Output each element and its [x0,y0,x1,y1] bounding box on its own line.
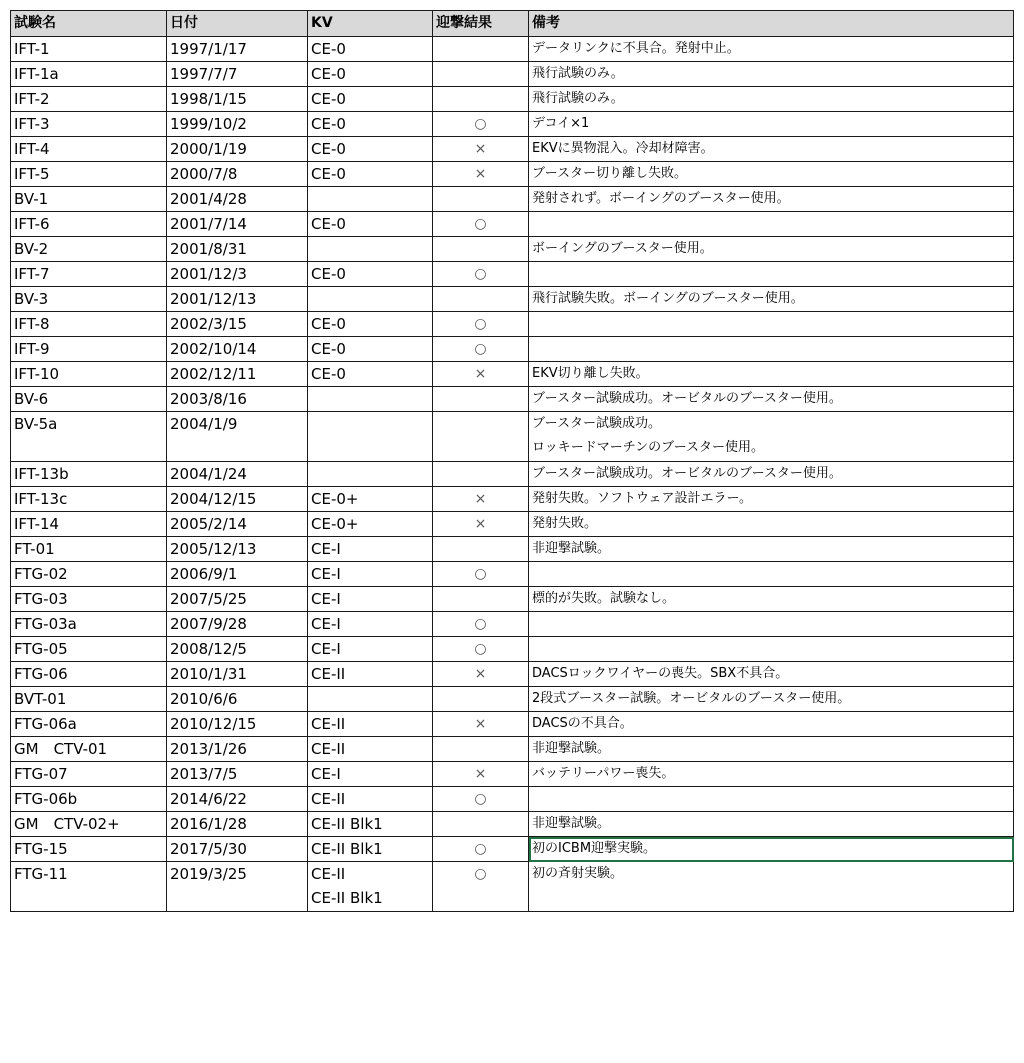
cell-kv[interactable] [308,62,433,87]
cell-intercept-result[interactable] [433,687,529,712]
cell-kv[interactable] [308,462,433,487]
cell-kv-line: CE-I [311,765,341,783]
cell-test-name[interactable]: IFT-5 [11,162,167,187]
cell-kv[interactable] [308,187,433,212]
cell-test-name[interactable]: GM CTV-02+ [11,812,167,837]
cell-remarks-line: バッテリーパワー喪失。 [532,766,675,781]
cell-remarks-line: 初のICBM迎撃実験。 [532,841,657,856]
cell-kv-line: CE-II Blk1 [311,889,383,907]
cell-test-name[interactable]: FTG-06b [11,787,167,812]
cell-date[interactable]: 2002/10/14 [167,337,308,362]
cell-remarks-line: 非迎撃試験。 [532,541,611,556]
cell-intercept-result[interactable] [433,62,529,87]
cell-kv[interactable] [308,562,433,587]
cell-test-name[interactable]: FT-01 [11,537,167,562]
cell-remarks[interactable] [529,812,1014,837]
cell-remarks-line [532,562,1013,586]
cell-remarks-line: 初の斉射実験。 [532,866,624,881]
table-row [11,112,1014,137]
cell-kv-line: CE-0 [311,215,346,233]
cell-date[interactable]: 2010/1/31 [167,662,308,687]
cell-kv-line: CE-0+ [311,515,359,533]
cell-kv[interactable] [308,387,433,412]
cell-intercept-result[interactable] [433,462,529,487]
cell-test-name[interactable]: IFT-13c [11,487,167,512]
cell-date[interactable]: 2013/7/5 [167,762,308,787]
cell-remarks-line [532,787,1013,811]
table-row [11,137,1014,162]
table-row [11,687,1014,712]
cell-intercept-result[interactable] [433,237,529,262]
cell-remarks[interactable] [529,387,1014,412]
cell-remarks[interactable] [529,687,1014,712]
cell-remarks-line: ロッキードマーチンのブースター使用。 [532,440,765,455]
cell-kv-line: CE-I [311,615,341,633]
cell-kv-line: CE-0 [311,365,346,383]
cell-kv-line: CE-II Blk1 [311,815,383,833]
cell-kv-line: CE-II Blk1 [311,840,383,858]
cell-date[interactable]: 2001/12/3 [167,262,308,287]
header-kv[interactable]: KV [308,11,433,37]
cell-kv-line: CE-0 [311,40,346,58]
table-row [11,537,1014,562]
cell-remarks[interactable] [529,462,1014,487]
cell-intercept-result[interactable]: ○ [433,212,529,237]
cell-kv-line: CE-II [311,865,346,883]
cell-kv-line [311,462,432,486]
cell-kv[interactable] [308,837,433,862]
cell-date[interactable]: 2008/12/5 [167,637,308,662]
table-row [11,312,1014,337]
cell-remarks-line: 非迎撃試験。 [532,741,611,756]
cell-date[interactable]: 2001/4/28 [167,187,308,212]
cell-remarks[interactable] [529,537,1014,562]
cell-remarks[interactable] [529,662,1014,687]
cell-remarks-line [532,337,1013,361]
cell-remarks[interactable] [529,337,1014,362]
cell-test-name[interactable]: IFT-9 [11,337,167,362]
cell-date[interactable]: 2006/9/1 [167,562,308,587]
cell-remarks[interactable] [529,362,1014,387]
table-row [11,362,1014,387]
table-row [11,462,1014,487]
cell-intercept-result[interactable]: × [433,362,529,387]
cell-kv[interactable] [308,412,433,462]
cell-date[interactable]: 2019/3/25 [167,862,308,912]
cell-remarks-line: ブースター試験成功。オービタルのブースター使用。 [532,466,842,481]
table-row [11,862,1014,912]
cell-remarks[interactable] [529,762,1014,787]
cell-date[interactable]: 2005/12/13 [167,537,308,562]
table-row [11,587,1014,612]
table-row [11,212,1014,237]
table-row [11,337,1014,362]
cell-test-name[interactable]: FTG-02 [11,562,167,587]
table-row [11,287,1014,312]
cell-remarks-line: 非迎撃試験。 [532,816,611,831]
cell-remarks[interactable] [529,237,1014,262]
cell-kv[interactable] [308,312,433,337]
cell-intercept-result[interactable]: × [433,162,529,187]
cell-kv-line: CE-I [311,640,341,658]
cell-kv-line: CE-0 [311,65,346,83]
cell-kv-line: CE-II [311,665,346,683]
cell-remarks-line: DACSロックワイヤーの喪失。SBX不具合。 [532,666,789,681]
cell-kv[interactable] [308,112,433,137]
cell-remarks[interactable] [529,737,1014,762]
table-row [11,162,1014,187]
cell-intercept-result[interactable]: ○ [433,562,529,587]
cell-intercept-result[interactable] [433,412,529,462]
cell-remarks[interactable] [529,712,1014,737]
cell-kv[interactable] [308,287,433,312]
cell-remarks[interactable] [529,262,1014,287]
cell-kv-line [311,387,432,411]
cell-test-name[interactable]: IFT-2 [11,87,167,112]
cell-intercept-result[interactable]: ○ [433,862,529,912]
cell-remarks-line: 飛行試験のみ。 [532,66,624,81]
cell-kv[interactable] [308,737,433,762]
cell-test-name[interactable]: IFT-8 [11,312,167,337]
cell-kv-line: CE-0+ [311,490,359,508]
cell-kv[interactable] [308,712,433,737]
cell-kv[interactable] [308,487,433,512]
cell-remarks[interactable] [529,37,1014,62]
table-row [11,187,1014,212]
cell-test-name[interactable]: BV-6 [11,387,167,412]
cell-remarks[interactable] [529,837,1014,862]
cell-remarks-line [532,212,1013,236]
cell-test-name[interactable]: GM CTV-01 [11,737,167,762]
table-row [11,787,1014,812]
cell-date[interactable]: 2010/12/15 [167,712,308,737]
cell-remarks-line: 発射失敗。 [532,516,598,531]
cell-remarks-line: ボーイングのブースター使用。 [532,241,713,256]
table-row [11,837,1014,862]
cell-intercept-result[interactable] [433,37,529,62]
cell-intercept-result[interactable]: ○ [433,312,529,337]
cell-kv[interactable] [308,662,433,687]
cell-remarks-line: EKVに異物混入。冷却材障害。 [532,141,714,156]
header-test-name[interactable]: 試験名 [11,11,167,37]
cell-intercept-result[interactable]: × [433,662,529,687]
cell-remarks-line [532,312,1013,336]
cell-kv[interactable] [308,262,433,287]
cell-kv[interactable] [308,137,433,162]
cell-test-name[interactable]: FTG-05 [11,637,167,662]
cell-date[interactable]: 2014/6/22 [167,787,308,812]
cell-kv[interactable] [308,812,433,837]
cell-test-name[interactable]: IFT-7 [11,262,167,287]
cell-intercept-result[interactable]: ○ [433,262,529,287]
cell-intercept-result[interactable]: × [433,512,529,537]
cell-kv[interactable] [308,687,433,712]
cell-intercept-result[interactable] [433,187,529,212]
cell-kv[interactable] [308,762,433,787]
cell-intercept-result[interactable]: ○ [433,837,529,862]
cell-test-name[interactable]: FTG-03 [11,587,167,612]
cell-remarks-line: DACSの不具合。 [532,716,633,731]
table-row [11,662,1014,687]
cell-remarks-line [532,637,1013,661]
table-row [11,812,1014,837]
cell-remarks[interactable] [529,212,1014,237]
cell-kv-line: CE-0 [311,140,346,158]
cell-intercept-result[interactable]: × [433,487,529,512]
cell-kv[interactable] [308,237,433,262]
cell-test-name[interactable]: IFT-14 [11,512,167,537]
cell-date[interactable]: 2004/1/24 [167,462,308,487]
cell-remarks-line: ブースター試験成功。オービタルのブースター使用。 [532,391,842,406]
cell-intercept-result[interactable] [433,812,529,837]
cell-date[interactable]: 2010/6/6 [167,687,308,712]
cell-remarks-line: 飛行試験失敗。ボーイングのブースター使用。 [532,291,804,306]
cell-intercept-result[interactable] [433,287,529,312]
cell-kv-line: CE-0 [311,165,346,183]
cell-kv[interactable] [308,362,433,387]
table-row [11,512,1014,537]
cell-date[interactable]: 2013/1/26 [167,737,308,762]
cell-remarks[interactable] [529,862,1014,912]
table-row [11,37,1014,62]
header-remarks[interactable]: 備考 [529,11,1014,37]
cell-kv-line: CE-0 [311,115,346,133]
cell-date[interactable]: 2001/7/14 [167,212,308,237]
cell-date[interactable]: 2002/12/11 [167,362,308,387]
cell-kv[interactable] [308,512,433,537]
cell-test-name[interactable]: IFT-10 [11,362,167,387]
cell-remarks[interactable] [529,612,1014,637]
cell-kv[interactable] [308,337,433,362]
cell-kv[interactable] [308,787,433,812]
cell-remarks[interactable] [529,62,1014,87]
cell-remarks-line: 発射されず。ボーイングのブースター使用。 [532,191,790,206]
cell-test-name[interactable]: IFT-3 [11,112,167,137]
cell-kv[interactable] [308,637,433,662]
cell-kv[interactable] [308,587,433,612]
cell-date[interactable]: 2001/12/13 [167,287,308,312]
cell-remarks-line: 発射失敗。ソフトウェア設計エラー。 [532,491,752,506]
cell-kv[interactable] [308,37,433,62]
cell-kv-line: CE-0 [311,265,346,283]
cell-kv-line: CE-0 [311,90,346,108]
cell-test-name[interactable]: IFT-1 [11,37,167,62]
cell-intercept-result[interactable] [433,87,529,112]
cell-remarks[interactable] [529,562,1014,587]
cell-remarks-line: EKV切り離し失敗。 [532,366,649,381]
cell-remarks[interactable] [529,587,1014,612]
cell-date[interactable]: 1999/10/2 [167,112,308,137]
cell-intercept-result[interactable]: ○ [433,612,529,637]
cell-kv[interactable] [308,537,433,562]
cell-date[interactable]: 2000/7/8 [167,162,308,187]
cell-kv[interactable] [308,862,433,912]
table-row [11,487,1014,512]
cell-date[interactable]: 2004/12/15 [167,487,308,512]
cell-remarks[interactable] [529,287,1014,312]
cell-date[interactable]: 2000/1/19 [167,137,308,162]
table-row [11,562,1014,587]
cell-kv-line: CE-I [311,565,341,583]
cell-intercept-result[interactable]: ○ [433,337,529,362]
cell-kv-line: CE-II [311,790,346,808]
cell-remarks-line [532,612,1013,636]
cell-remarks[interactable] [529,637,1014,662]
cell-test-name[interactable]: FTG-15 [11,837,167,862]
cell-intercept-result[interactable]: × [433,762,529,787]
cell-intercept-result[interactable] [433,537,529,562]
table-row [11,62,1014,87]
cell-kv-line [311,287,432,311]
cell-intercept-result[interactable]: ○ [433,637,529,662]
header-row [11,11,1014,37]
table-row [11,262,1014,287]
cell-date[interactable]: 2004/1/9 [167,412,308,462]
cell-date[interactable]: 1998/1/15 [167,87,308,112]
cell-test-name[interactable]: IFT-1a [11,62,167,87]
cell-date[interactable]: 1997/1/17 [167,37,308,62]
cell-test-name[interactable]: BV-1 [11,187,167,212]
cell-date[interactable]: 2005/2/14 [167,512,308,537]
cell-intercept-result[interactable]: ○ [433,112,529,137]
cell-kv-line: CE-I [311,590,341,608]
cell-remarks-line: 飛行試験のみ。 [532,91,624,106]
cell-remarks[interactable] [529,787,1014,812]
cell-kv-line: CE-0 [311,340,346,358]
cell-date[interactable]: 2016/1/28 [167,812,308,837]
cell-remarks[interactable] [529,112,1014,137]
cell-test-name[interactable]: FTG-11 [11,862,167,912]
cell-kv-line: CE-I [311,540,341,558]
cell-date[interactable]: 2002/3/15 [167,312,308,337]
cell-date[interactable]: 2003/8/16 [167,387,308,412]
header-intercept-result[interactable]: 迎撃結果 [433,11,529,37]
cell-remarks[interactable] [529,162,1014,187]
cell-intercept-result[interactable]: × [433,137,529,162]
table-row [11,387,1014,412]
cell-test-name[interactable]: IFT-13b [11,462,167,487]
cell-date[interactable]: 2001/8/31 [167,237,308,262]
table-row [11,612,1014,637]
cell-test-name[interactable]: FTG-06a [11,712,167,737]
cell-test-name[interactable]: BV-5a [11,412,167,462]
cell-test-name[interactable]: IFT-6 [11,212,167,237]
cell-remarks-line [532,262,1013,286]
cell-remarks-line: データリンクに不具合。発射中止。 [532,41,740,56]
cell-intercept-result[interactable] [433,587,529,612]
cell-remarks-line: デコイ×1 [532,116,590,131]
cell-date[interactable]: 1997/7/7 [167,62,308,87]
cell-kv-line [311,412,432,436]
cell-remarks[interactable] [529,412,1014,462]
cell-date[interactable]: 2007/5/25 [167,587,308,612]
cell-intercept-result[interactable] [433,737,529,762]
cell-remarks[interactable] [529,312,1014,337]
cell-remarks[interactable] [529,87,1014,112]
header-date[interactable]: 日付 [167,11,308,37]
cell-kv[interactable] [308,212,433,237]
cell-kv-line: CE-0 [311,315,346,333]
table-row [11,637,1014,662]
cell-kv[interactable] [308,87,433,112]
cell-remarks[interactable] [529,512,1014,537]
cell-kv-line [311,187,432,211]
cell-kv-line: CE-II [311,715,346,733]
cell-test-name[interactable]: FTG-07 [11,762,167,787]
cell-remarks-line: 2段式ブースター試験。オービタルのブースター使用。 [532,691,851,706]
cell-date[interactable]: 2017/5/30 [167,837,308,862]
table-row [11,87,1014,112]
table-row [11,237,1014,262]
cell-test-name[interactable]: BV-3 [11,287,167,312]
cell-remarks-line: ブースター試験成功。 [532,416,661,431]
cell-intercept-result[interactable] [433,387,529,412]
cell-intercept-result[interactable]: × [433,712,529,737]
table-row [11,412,1014,462]
cell-kv[interactable] [308,162,433,187]
table-body [11,37,1014,912]
table-row [11,762,1014,787]
spreadsheet-table [10,10,1014,912]
cell-intercept-result[interactable]: ○ [433,787,529,812]
cell-test-name[interactable]: BV-2 [11,237,167,262]
cell-remarks-line: ブースター切り離し失敗。 [532,166,687,181]
cell-kv[interactable] [308,612,433,637]
table-row [11,737,1014,762]
cell-kv-line: CE-II [311,740,346,758]
cell-remarks[interactable] [529,487,1014,512]
cell-remarks[interactable] [529,187,1014,212]
cell-remarks-line: 標的が失敗。試験なし。 [532,591,676,606]
cell-kv-line [311,237,432,261]
cell-test-name[interactable]: BVT-01 [11,687,167,712]
cell-kv-line [311,687,432,711]
cell-remarks[interactable] [529,137,1014,162]
table-row [11,712,1014,737]
cell-test-name[interactable]: FTG-03a [11,612,167,637]
cell-test-name[interactable]: IFT-4 [11,137,167,162]
cell-date[interactable]: 2007/9/28 [167,612,308,637]
cell-test-name[interactable]: FTG-06 [11,662,167,687]
